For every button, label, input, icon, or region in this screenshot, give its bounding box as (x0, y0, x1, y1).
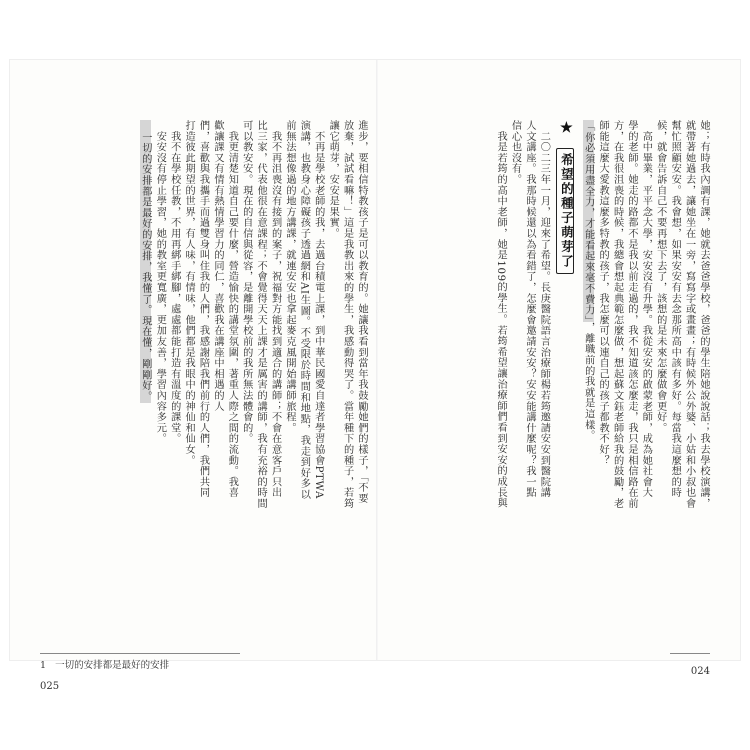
text-line: 幫忙照顧安安。我會想，如果安安有去念那所高中該有多好。每當我這麼想的時 (669, 120, 681, 498)
text-line: 安安沒有停止學習，她的教室更寬廣，更加友善，學習內容多元。 (154, 120, 166, 444)
page-number-left: 025 (40, 681, 60, 692)
section-heading (556, 120, 574, 620)
text-line: 就帶著她過去，讓她坐在一旁，寫寫字或畫畫；有時候外公外婆、小姑和小叔也會 (683, 120, 695, 509)
text-line: 候，就會告訴自己不要再想下去了，該想的是未來怎麼做會更好。 (654, 120, 666, 434)
text-line: 不再是學校老師的我，去過台積電上課，到中華民國愛自達者學習協會PTWA (312, 120, 324, 499)
text-line: 比三家，代表他很在意課程；不會覺得天天上課才是厲害的講師，我有充裕的時間 (255, 120, 267, 509)
text-line: 我不再沮喪沒有接到的案子，祝福對方能找到適合的講師；不會在意客戶只出 (269, 120, 281, 498)
right-page-footer (510, 653, 710, 677)
star-icon: ★ (558, 120, 575, 138)
text-line: 我更清楚知道自己要什麼，營造愉快的講堂氛圍，著重人際之間的流動。我喜 (226, 120, 238, 498)
text-line: 演講，也教身心障礙孩子透過網和AI生圖。不受限於時間和地點，我走到好多以 (298, 120, 310, 500)
highlighted-quote-line: 「你必須用盡全力，才能看起來毫不費力」，離職前的我就是這樣。 (582, 121, 594, 441)
text-line: 放棄，試試看嘛！」這是我教出來的學生，我感動得哭了。當年種下的種子，若筠 (341, 120, 353, 509)
book-spread (10, 60, 740, 692)
footer-rule (40, 653, 240, 654)
text-line: 進步，要相信特教孩子是可以教育的。她讓我看到當年我鼓勵她們的樣子，「不要 (356, 120, 367, 504)
text-line: 人文講座。我那時候還以為看錯了，怎麼會邀請安安？安安能講什麼呢？我一點 (523, 120, 535, 498)
text-line: 我是若筠的高中老師，她是109的學生。若筠希望讓治療師們看到安安的成長與 (495, 120, 507, 509)
text-line: 打造彼此期望的世界，有人味，有情味，他們都是我眼中的神仙和仙女。 (183, 120, 195, 466)
text-line: 學的老師。她走的路都不是我以前走過的，我不知道該怎麼走，我只是相信路在前 (625, 120, 637, 509)
text-line: 我不在學校任教，不用再綁手綁腳，處處都能打造有溫度的課堂。 (168, 120, 180, 444)
text-line: 方，在我很沮喪的時候，我總會想起典範怎麼做，想起蘇文鈺老師給我的鼓勵，老 (611, 120, 623, 509)
text-line: 信心也沒有。 (509, 120, 521, 185)
left-page-text (50, 120, 368, 620)
text-line: 她；有時我內調有課，她就去爸爸學校，爸爸的學生陪她說說話；我去學校演講， (698, 120, 709, 509)
book-gutter (376, 60, 378, 660)
footnote-marker: 1 (40, 660, 47, 671)
text-line: 高中畢業，平平念大學，安安沒有升學。我從安安的啟蒙老師，成為她社會大 (640, 120, 652, 498)
text-line: 讓它萌芽，安安是果實。 (327, 120, 339, 239)
footer-rule (670, 653, 710, 654)
page-number-right: 024 (690, 666, 710, 677)
text-line: 歡讓課又有情有熱情學習力的同仁，喜歡我在講座中相遇的人 (211, 120, 223, 412)
text-line: 們，喜歡與我攜手而過雙身叫住我的人們，我感謝陪我們前行的人們，我們共同 (197, 120, 209, 498)
highlighted-closing-line: 一切的安排都是最好的安排，我懂了。現在懂，剛剛好。 (139, 121, 151, 402)
running-footer: 一切的安排都是最好的安排 (55, 660, 170, 671)
right-page-text (390, 120, 710, 620)
section-heading-label: 希望的種子萌芽了 (556, 148, 574, 274)
text-line: 可以教安安。現在的自信與從容，是離開學校前的我所無法體會的。 (240, 120, 252, 444)
text-line: 二〇二三年一月，迎來了希望。長庚醫院語言治療師楊若筠邀請安安到醫院講 (538, 120, 550, 498)
text-line: 師能這麼大愛教這麼多特教的孩子，我怎麼可以連自己的孩子都教不好？ (597, 120, 609, 466)
text-line: 前無法想像過的地方講課，就連安安也拿起麥克風開始講師旅程。 (283, 120, 295, 434)
left-page-footer (40, 653, 370, 692)
